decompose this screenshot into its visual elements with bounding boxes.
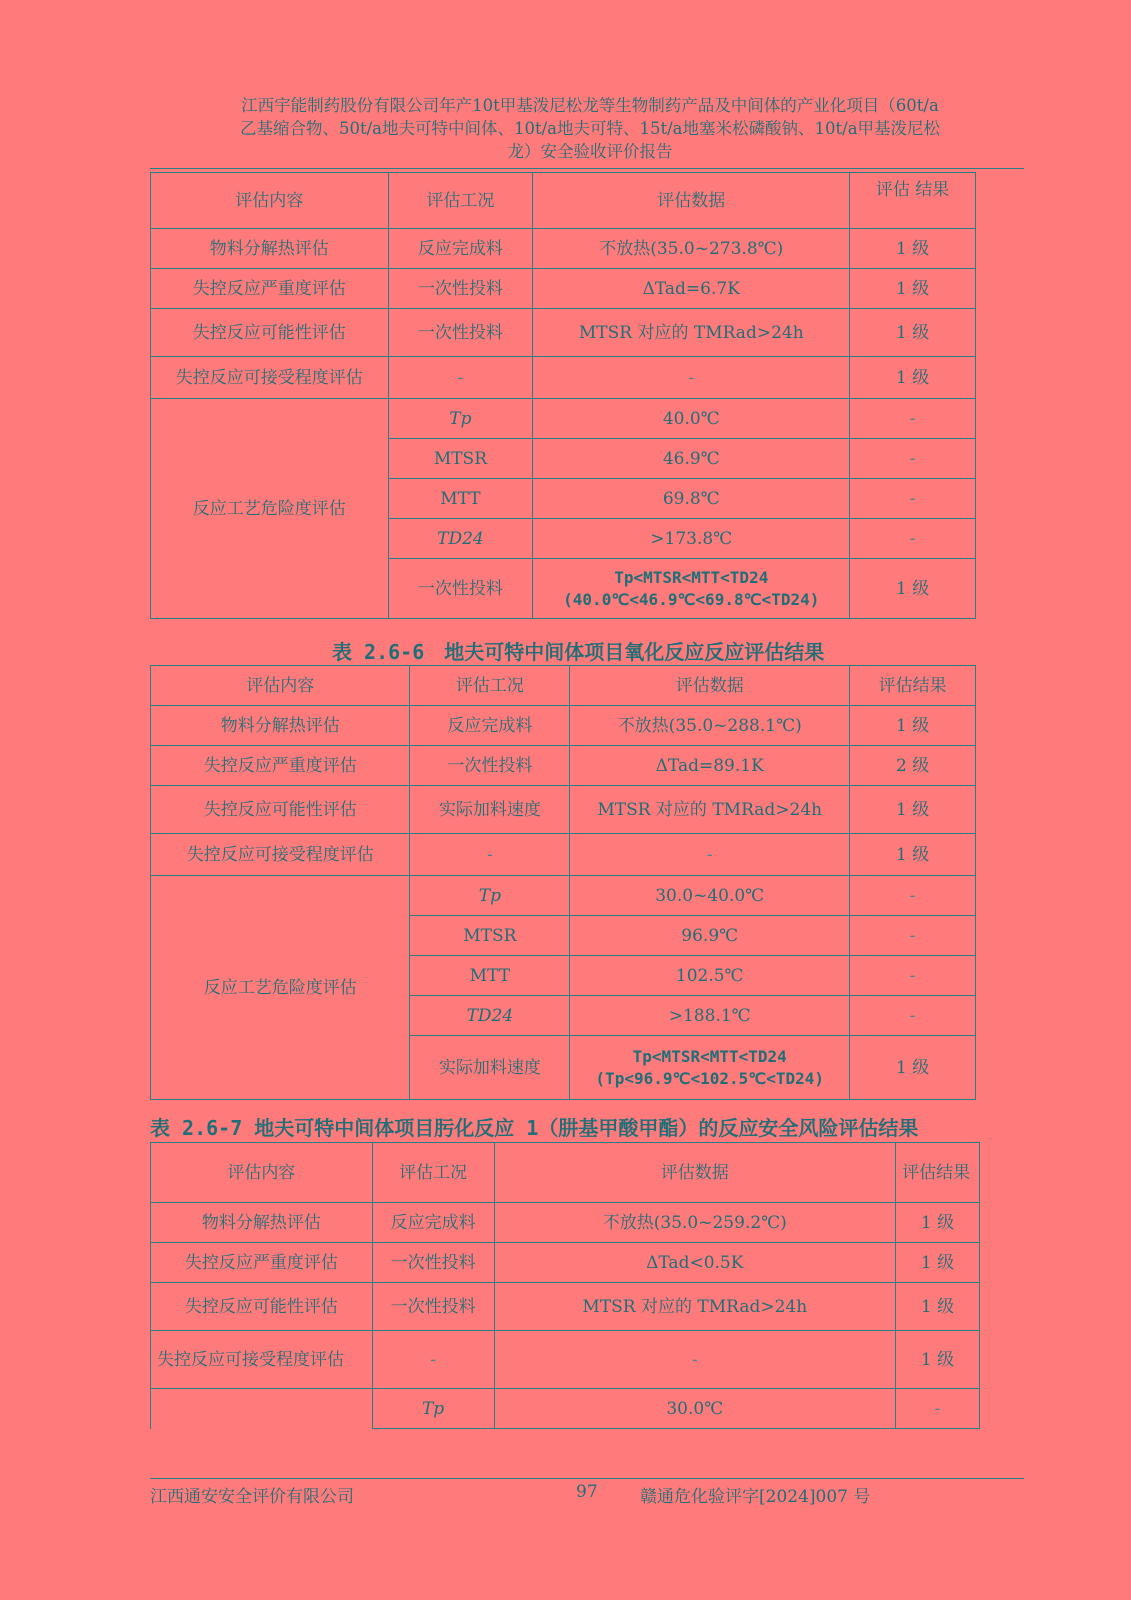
header-cell: 评估内容 (151, 1143, 373, 1203)
table-row (151, 357, 976, 399)
cell: 1 级 (850, 309, 976, 357)
cell: - (896, 1389, 980, 1429)
condition-cell (533, 559, 850, 619)
table-row (151, 706, 976, 746)
footer-rule (150, 1478, 1024, 1479)
header-cell: 评估数据 (570, 666, 850, 706)
cell: - (850, 439, 976, 479)
cell: 2 级 (850, 746, 976, 786)
table-row (151, 309, 976, 357)
cell: 30.0~40.0℃ (570, 876, 850, 916)
footer-company: 江西通安安全评价有限公司 (150, 1487, 354, 1507)
condition-line-2: (Tp<96.9℃<102.5℃<TD24) (595, 1068, 825, 1088)
header-rule (150, 168, 1024, 169)
cell: - (850, 876, 976, 916)
cell: - (570, 834, 850, 876)
cell: 失控反应可接受程度评估 (151, 357, 389, 399)
cell: 物料分解热评估 (151, 706, 410, 746)
table-row (151, 1243, 980, 1283)
cell: 物料分解热评估 (151, 229, 389, 269)
cell: Tp (388, 399, 533, 439)
header-cell: 评估结果 (850, 666, 976, 706)
cell: 1 级 (850, 1036, 976, 1100)
cell: - (533, 357, 850, 399)
cell: Tp (410, 876, 570, 916)
table-2-caption: 表 2.6-6 地夫可特中间体项目氧化反应反应评估结果 (332, 640, 825, 664)
cell: 失控反应可能性评估 (151, 309, 389, 357)
header-cell: 评估内容 (151, 666, 410, 706)
header-line-3: 龙）安全验收评价报告 (507, 142, 673, 161)
cell: 1 级 (850, 229, 976, 269)
running-header (150, 94, 1030, 163)
cell: 失控反应严重度评估 (151, 1243, 373, 1283)
table-3-caption: 表 2.6-7 地夫可特中间体项目肟化反应 1（肼基甲酸甲酯）的反应安全风险评估结果 (150, 1116, 919, 1140)
header-line-2: 乙基缩合物、50t/a地夫可特中间体、10t/a地夫可特、15t/a地塞米松磷酸钠、10t/a甲基泼尼松 (239, 119, 941, 138)
condition-cell (570, 1036, 850, 1100)
table-header-row (151, 666, 976, 706)
header-cell: 评估 结果 (850, 173, 976, 229)
header-cell: 评估工况 (388, 173, 533, 229)
cell: 不放热(35.0~273.8℃) (533, 229, 850, 269)
cell: - (850, 996, 976, 1036)
header-line-1: 江西宇能制药股份有限公司年产10t甲基泼尼松龙等生物制药产品及中间体的产业化项目（60t/a (241, 96, 939, 115)
cell: 一次性投料 (372, 1243, 494, 1283)
table-row (151, 1389, 980, 1429)
table-row (151, 834, 976, 876)
cell: 一次性投料 (388, 559, 533, 619)
header-cell: 评估结果 (896, 1143, 980, 1203)
process-label-cell: 反应工艺危险度评估 (151, 876, 410, 1100)
cell: 实际加料速度 (410, 1036, 570, 1100)
cell: 失控反应严重度评估 (151, 269, 389, 309)
process-label-cell: 反应工艺危险度评估 (151, 399, 389, 619)
header-cell: 评估内容 (151, 173, 389, 229)
cell: ΔTad=6.7K (533, 269, 850, 309)
cell: 失控反应可能性评估 (151, 1283, 373, 1331)
cell: 1 级 (850, 706, 976, 746)
cell: TD24 (410, 996, 570, 1036)
cell: - (850, 956, 976, 996)
cell: 失控反应可接受程度评估 (151, 1331, 373, 1389)
table-header-row (151, 1143, 980, 1203)
header-cell: 评估工况 (372, 1143, 494, 1203)
condition-line-1: Tp<MTSR<MTT<TD24 (632, 1046, 787, 1066)
cell: - (388, 357, 533, 399)
cell: - (850, 399, 976, 439)
table-row (151, 1283, 980, 1331)
cell: 物料分解热评估 (151, 1203, 373, 1243)
cell: ΔTad<0.5K (494, 1243, 896, 1283)
cell: 不放热(35.0~259.2℃) (494, 1203, 896, 1243)
header-cell: 评估数据 (533, 173, 850, 229)
cell: - (372, 1331, 494, 1389)
cell: 1 级 (850, 834, 976, 876)
cell: 1 级 (896, 1243, 980, 1283)
cell: 1 级 (896, 1331, 980, 1389)
cell: 1 级 (850, 786, 976, 834)
cell: 1 级 (896, 1203, 980, 1243)
cell: 69.8℃ (533, 479, 850, 519)
cell: MTT (410, 956, 570, 996)
cell: MTSR 对应的 TMRad>24h (570, 786, 850, 834)
cell: 一次性投料 (388, 309, 533, 357)
page-number: 97 (576, 1482, 598, 1502)
footer-reference: 赣通危化验评字[2024]007 号 (640, 1487, 871, 1507)
cell: - (410, 834, 570, 876)
cell: MTSR 对应的 TMRad>24h (533, 309, 850, 357)
cell: >173.8℃ (533, 519, 850, 559)
cell: ΔTad=89.1K (570, 746, 850, 786)
condition-line-2: (40.0℃<46.9℃<69.8℃<TD24) (563, 589, 820, 609)
cell: 30.0℃ (494, 1389, 896, 1429)
cell: TD24 (388, 519, 533, 559)
cell: MTSR (388, 439, 533, 479)
cell: MTSR 对应的 TMRad>24h (494, 1283, 896, 1331)
table-row (151, 876, 976, 916)
header-cell: 评估数据 (494, 1143, 896, 1203)
cell: 不放热(35.0~288.1℃) (570, 706, 850, 746)
cell: 一次性投料 (388, 269, 533, 309)
cell: 102.5℃ (570, 956, 850, 996)
cell: - (494, 1331, 896, 1389)
cell: - (850, 479, 976, 519)
cell: 96.9℃ (570, 916, 850, 956)
table-row (151, 1203, 980, 1243)
table-row (151, 1331, 980, 1389)
cell: 反应完成料 (410, 706, 570, 746)
cell: 1 级 (850, 357, 976, 399)
cell: 反应完成料 (388, 229, 533, 269)
cell: - (850, 519, 976, 559)
cell: 一次性投料 (410, 746, 570, 786)
cell: 1 级 (850, 559, 976, 619)
table-1 (150, 172, 976, 619)
condition-line-1: Tp<MTSR<MTT<TD24 (614, 567, 769, 587)
cell: 1 级 (850, 269, 976, 309)
table-2 (150, 665, 976, 1100)
cell: 失控反应严重度评估 (151, 746, 410, 786)
cell: 1 级 (896, 1283, 980, 1331)
table-3 (150, 1142, 980, 1429)
table-row (151, 399, 976, 439)
cell: Tp (372, 1389, 494, 1429)
cell (151, 1389, 373, 1429)
cell: 失控反应可接受程度评估 (151, 834, 410, 876)
cell: 失控反应可能性评估 (151, 786, 410, 834)
table-header-row (151, 173, 976, 229)
table-row (151, 746, 976, 786)
table-row (151, 269, 976, 309)
cell: 一次性投料 (372, 1283, 494, 1331)
cell: MTT (388, 479, 533, 519)
cell: >188.1℃ (570, 996, 850, 1036)
cell: MTSR (410, 916, 570, 956)
cell: - (850, 916, 976, 956)
cell: 反应完成料 (372, 1203, 494, 1243)
table-row (151, 786, 976, 834)
cell: 40.0℃ (533, 399, 850, 439)
header-cell: 评估工况 (410, 666, 570, 706)
table-row (151, 229, 976, 269)
cell: 46.9℃ (533, 439, 850, 479)
cell: 实际加料速度 (410, 786, 570, 834)
